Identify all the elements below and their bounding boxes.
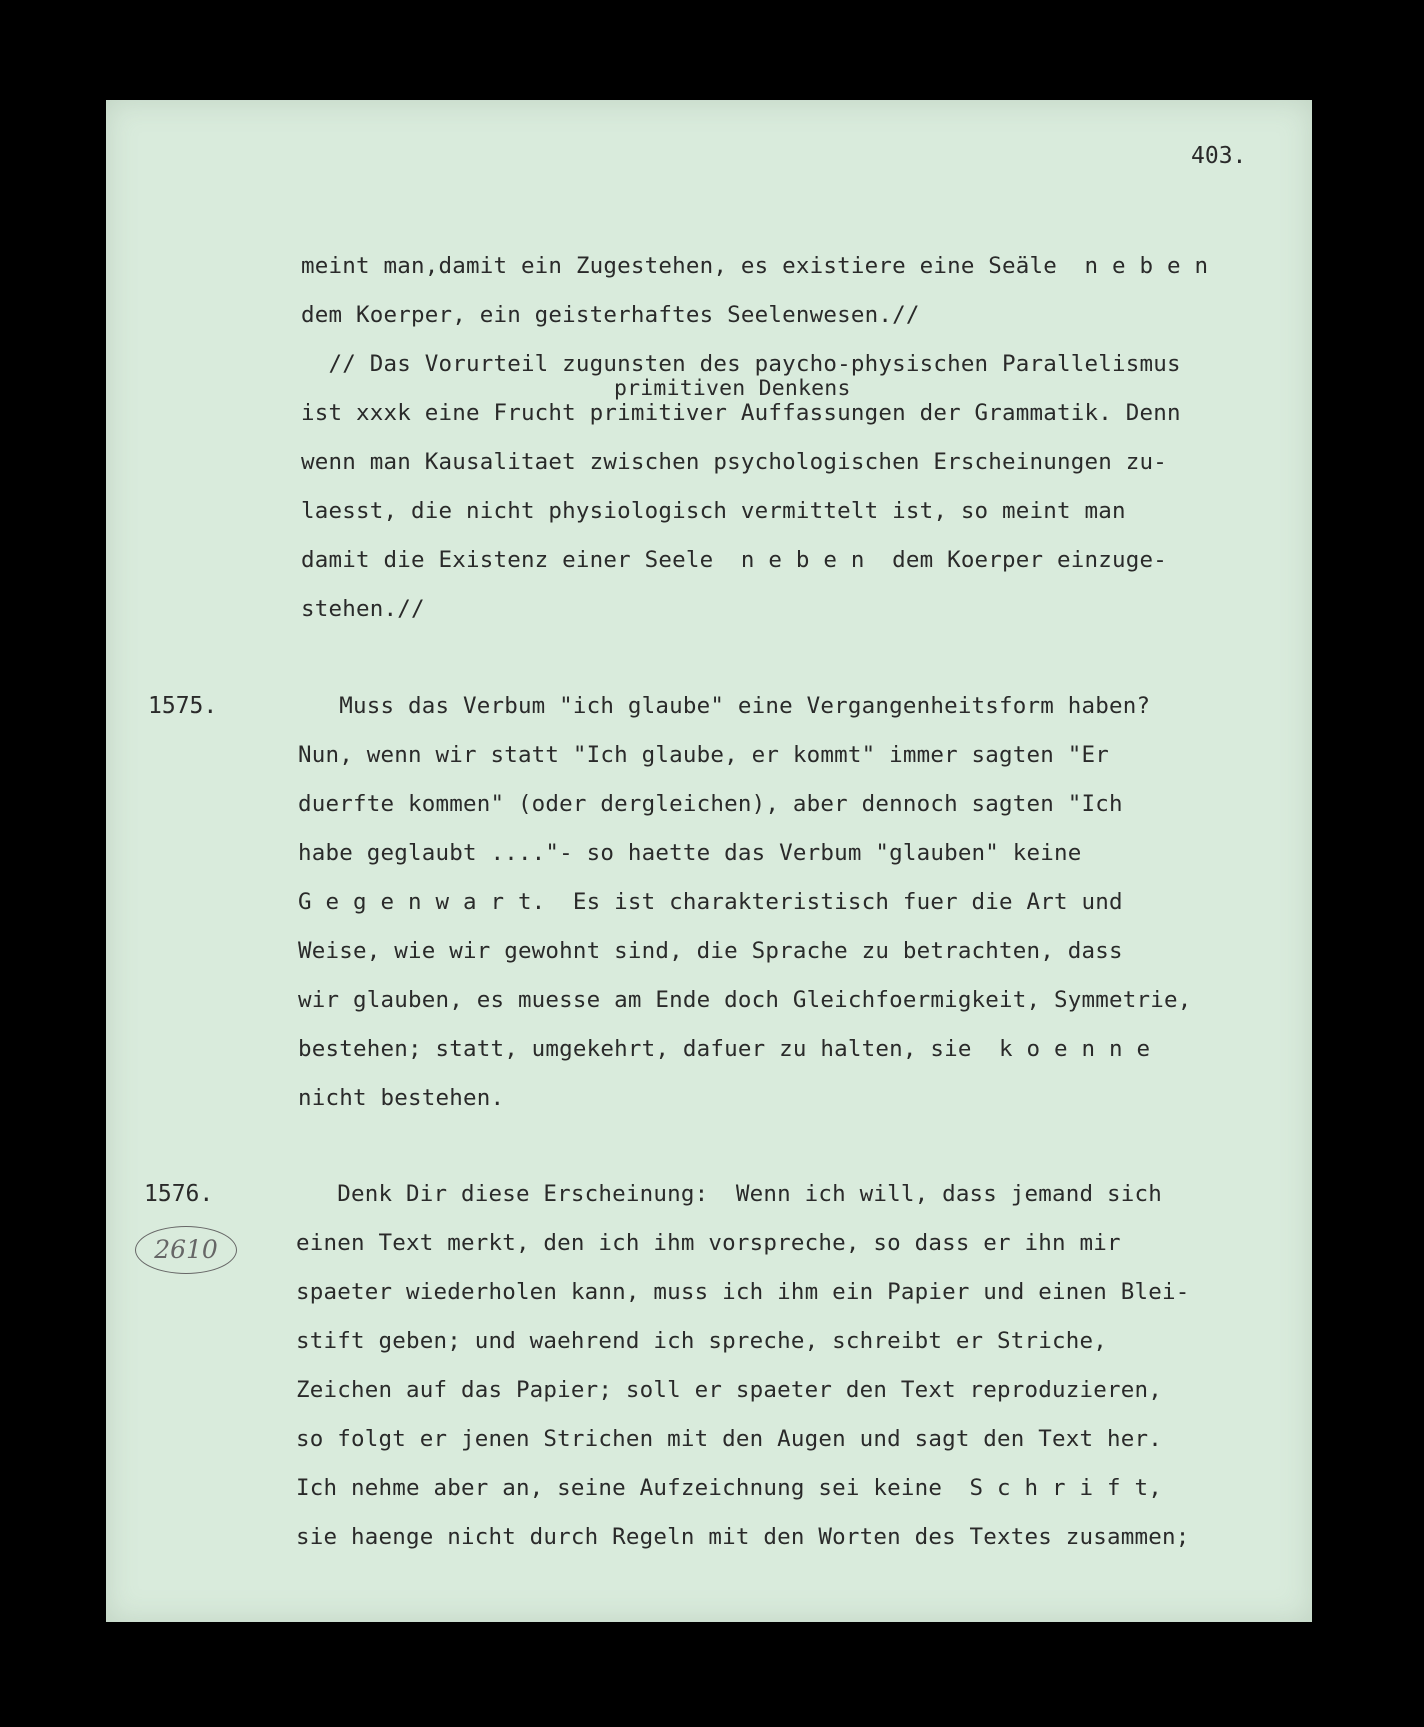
text-line: meint man,damit ein Zugestehen, es existiere eine Seäle n e b e n <box>301 253 1209 279</box>
text-line: Ich nehme aber an, seine Aufzeichnung sei keine S c h r i f t, <box>296 1475 1163 1501</box>
remark-number: 1575. <box>148 693 218 719</box>
text-line: duerfte kommen" (oder dergleichen), aber dennoch sagten "Ich <box>298 791 1123 817</box>
text-line: ist xxxk eine Frucht primitiver Auffassungen der Grammatik. Denn <box>301 400 1181 426</box>
typescript-page <box>106 100 1312 1622</box>
text-line: Muss das Verbum "ich glaube" eine Vergangenheitsform haben? <box>298 693 1151 719</box>
text-line: Denk Dir diese Erscheinung: Wenn ich will, dass jemand sich <box>296 1181 1163 1207</box>
text-line: damit die Existenz einer Seele n e b e n dem Koerper einzuge- <box>301 547 1168 573</box>
text-line: Weise, wie wir gewohnt sind, die Sprache zu betrachten, dass <box>298 938 1123 964</box>
text-line: laesst, die nicht physiologisch vermittelt ist, so meint man <box>301 498 1126 524</box>
text-line: nicht bestehen. <box>298 1085 505 1111</box>
handwritten-number: 2610 <box>135 1226 237 1274</box>
text-line: stift geben; und waehrend ich spreche, schreibt er Striche, <box>296 1328 1108 1354</box>
text-line: G e g e n w a r t. Es ist charakteristisch fuer die Art und <box>298 889 1123 915</box>
text-line: einen Text merkt, den ich ihm vorspreche, so dass er ihn mir <box>296 1230 1121 1256</box>
text-line: Zeichen auf das Papier; soll er spaeter den Text reproduzieren, <box>296 1377 1163 1403</box>
text-line: spaeter wiederholen kann, muss ich ihm ein Papier und einen Blei- <box>296 1279 1190 1305</box>
text-line: wir glauben, es muesse am Ende doch Gleichfoermigkeit, Symmetrie, <box>298 987 1192 1013</box>
text-line: bestehen; statt, umgekehrt, dafuer zu halten, sie k o e n n e <box>298 1036 1151 1062</box>
text-line: so folgt er jenen Strichen mit den Augen und sagt den Text her. <box>296 1426 1163 1452</box>
text-line: stehen.// <box>301 596 425 622</box>
text-line: sie haenge nicht durch Regeln mit den Worten des Textes zusammen; <box>296 1524 1190 1550</box>
text-line: // Das Vorurteil zugunsten des paycho-physischen Parallelismus <box>301 351 1181 377</box>
remark-number: 1576. <box>144 1181 214 1207</box>
interlinear-insertion: primitiven Denkens <box>614 376 851 401</box>
page-number: 403. <box>1191 143 1247 169</box>
text-line: habe geglaubt ...."- so haette das Verbum "glauben" keine <box>298 840 1082 866</box>
text-line: Nun, wenn wir statt "Ich glaube, er kommt" immer sagten "Er <box>298 742 1110 768</box>
text-line: wenn man Kausalitaet zwischen psychologischen Erscheinungen zu- <box>301 449 1168 475</box>
text-line: dem Koerper, ein geisterhaftes Seelenwesen.// <box>301 302 920 328</box>
